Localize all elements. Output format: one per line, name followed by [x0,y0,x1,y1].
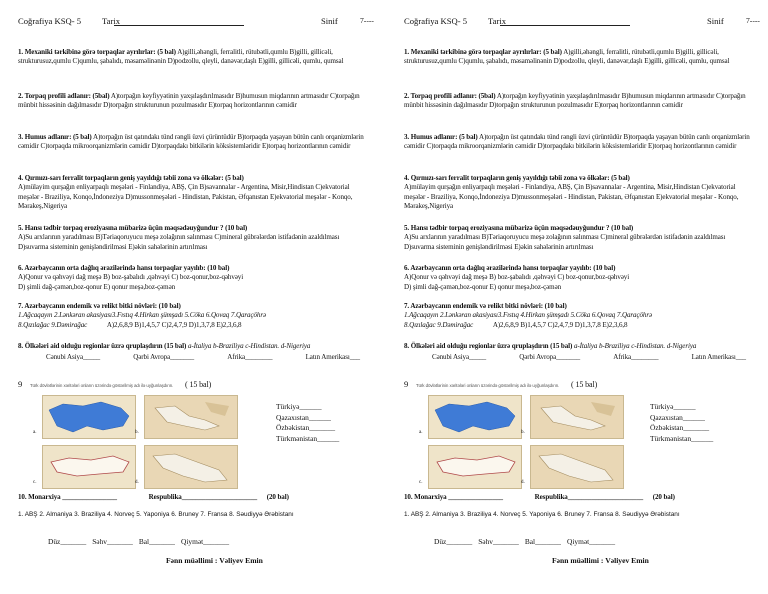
turkmenistan-map-icon [145,446,237,488]
question-9-header [18,380,370,390]
country-turkey: Türkiyə______ [650,402,696,411]
question-7-options: A)2,6,8,9 B)1,4,5,7 C)2,4,7,9 D)1,3,7,8 E)2,3,6,8 [106,320,242,329]
question-9-points: ( 15 bal) [184,380,212,389]
worksheet-left [6,0,378,594]
question-6-title: 6. Azərbaycanın orta dağlıq ərazilərində hansı torpaqlar yayılıb: (10 bal) [404,264,616,272]
class-label: Sinif [707,16,724,26]
map-letter-label: d. [135,480,139,485]
map-c [419,445,522,489]
question-8-countries: a-İtaliya b-Braziliya c-Hindistan. d-Nigeriya [187,342,311,350]
date-label: Tarix [488,16,507,26]
map-b [135,395,238,439]
question-8-title: 8. Ölkələri aid olduğu regionlar üzrə qruplaşdırın (15 bal) [404,342,573,350]
map-letter-label: b. [521,430,525,435]
country-uzbekistan: Özbəkistan_______ [276,423,336,433]
question-9-header [404,380,756,390]
question-8-regions [404,353,756,362]
question-10 [404,493,756,502]
question-8 [18,342,370,363]
question-6-title: 6. Azərbaycanın orta dağlıq ərazilərində hansı torpaqlar yayılıb: (10 bal) [18,264,230,272]
grade: Qiymət_______ [566,537,616,546]
map-row-top [419,395,624,439]
question-8-countries: a-İtaliya b-Braziliya c-Hindistan. d-Nigeriya [573,342,697,350]
question-1-options: A)gilli,əhəngli, ferralitli, rütubətli,qumlu B)gilli, gillicəli, strukturusuz,qumlu C)qumlu, şabalıdı, məsaməlinənin D)podzollu, qleyli, danəvər,daşlı E)gilli, gillicəli, qumlu, qumsal [404,48,730,66]
question-7 [18,302,370,330]
score-footer [48,537,229,546]
question-9-country-list [650,402,713,444]
question-4-options: A)mülayim qurşağın enliyarpaqlı meşələri - Finlandiya, ABŞ, Çin B)savannalar - Argentina, Misir,Hindistan C)ekvatorial meşələr - Braziliya, Konqo,İndoneziya D)mussonmeşələri - Hindistan, Pakistan, Əfqanıstan E)ekvatorial meşələr - Konqo, Mərakeş,Nigeriya [18,183,353,211]
map-letter-label: c. [33,480,37,485]
question-7-list-2: 8.Qızılağac 9.Dəmirağac [18,320,88,329]
question-9-points: ( 15 bal) [570,380,598,389]
question-8-regions [18,353,370,362]
question-3 [18,133,370,152]
country-turkmenistan: Türkmənistan______ [650,433,714,443]
question-5-options: A)Su arxlarının yaradılması B)Təriaqoruyucu meşə zolağının salınması C)mineral gübrələrdən istifadənin azaldılması D)suvarma sisteminin genişləndirilməsi E)əkin sahələrinin artırılması [404,233,726,251]
question-6 [404,264,756,292]
question-6-line2: D) şimli dağ-çəmən,boz-qonur E) qonur meşə,boz-çəmən [18,282,176,291]
region-latin-america: Latın Amerikası___ [305,353,360,362]
region-west-europe: Qərbi Avropa_______ [519,353,581,362]
correct-count: Düz_______ [434,537,473,546]
question-3-title: 3. Humus adlanır: (5 bal) [18,133,92,141]
question-7-title: 7. Azərbaycanın endemik və relikt bitki növləri: (10 bal) [18,302,181,310]
teacher-signature: Fənn müəllimi : Vəliyev Emin [552,556,649,565]
country-kazakhstan: Qazaxıstan______ [650,412,706,422]
country-uzbekistan: Özbəkistan_______ [650,423,710,433]
map-row-bottom [33,445,238,489]
class-value: 7---- [746,16,760,25]
region-africa: Afrika________ [613,353,659,362]
question-3 [404,133,756,152]
question-10-country-list: 1. ABŞ 2. Almaniya 3. Braziliya 4. Norveç 5. Yaponiya 6. Bruney 7. Fransa 8. Səudiyyə Ərəbistanı [404,511,680,518]
map-d [135,445,238,489]
question-10-republic: Respublika______________________ [534,493,644,501]
region-south-asia: Cənubi Asiya_____ [432,353,487,362]
score-points: Bal_______ [138,537,175,546]
question-7 [404,302,756,330]
question-10-points: (20 bal) [652,493,675,501]
question-1 [18,48,370,67]
question-6-line1: A)Qonur və qəhvəyi dağ meşə B) boz-şabalıdı ,qəhvəyi C) boz-qonur,boz-qəhvəyi [18,273,244,282]
question-7-list-2: 8.Qızılağac 9.Dəmirağac [404,320,474,329]
question-3-options: A)torpağın üst qatındakı tünd rəngli üzvi çürüntüdür B)torpaqda yaşayan bütün canlı orqanizmlərin cəmidir C)torpaqda mikroorqanizmlərin cəmidir D)torpaqdakı bitkilərin köksistemləridir E)torpaq horizontlarının cəmidir [18,133,364,151]
map-letter-label: c. [419,480,423,485]
question-1-title: 1. Mexaniki tərkibinə görə torpaqlar ayrılırlar: (5 bal) [404,48,562,56]
question-9-number: 9 [404,379,409,389]
question-5-title: 5. Hansı tədbir torpaq eroziyasına mübarizə üçün məqsədəuyğundur ? (10 bal) [404,224,634,232]
date-label: Tarix [102,16,121,26]
question-4-title: 4. Qırmızı-sarı ferralit torpaqların geniş yayıldığı təbii zona və ölkələr: (5 bal) [404,174,630,182]
question-2-options: A)torpağın keyfiyyətinin yaxşılaşdırılmasıdır B)humusun miqdarının artmasıdır C)torpağın münbit hissəsinin dağılmasıdır D)torpağın strukturunun pozulmasıdır E)torpaq horizontlarının cəmidir [18,92,360,110]
question-6 [18,264,370,292]
correct-count: Düz_______ [48,537,87,546]
question-1-options: A)gilli,əhəngli, ferralitli, rütubətli,qumlu B)gilli, gillicəli, strukturusuz,qumlu C)qumlu, şabalıdı, məsaməlinənin D)podzollu, qleyli, danəvər,daşlı E)gilli, gillicəli, qumlu, qumsal [18,48,344,66]
question-2 [18,92,370,111]
question-7-title: 7. Azərbaycanın endemik və relikt bitki növləri: (10 bal) [404,302,567,310]
kazakhstan-map-icon [429,396,521,438]
country-kazakhstan: Qazaxıstan______ [276,412,332,422]
turkey-map-icon [429,446,521,488]
teacher-signature: Fənn müəllimi : Vəliyev Emin [166,556,263,565]
map-row-bottom [419,445,624,489]
question-10-monarchy: 10. Monarxiya ________________ [404,493,503,501]
question-3-options: A)torpağın üst qatındakı tünd rəngli üzvi çürüntüdür B)torpaqda yaşayan bütün canlı orqanizmlərin cəmidir C)torpaqda mikroorqanizmlərin cəmidir D)torpaqdakı bitkilərin köksistemləridir E)torpaq horizontlarının cəmidir [404,133,750,151]
date-blank [114,25,244,26]
worksheet-right [392,0,764,594]
question-4-title: 4. Qırmızı-sarı ferralit torpaqların geniş yayıldığı təbii zona və ölkələr: (5 bal) [18,174,244,182]
question-2-title: 2. Torpaq profili adlanır: (5bal) [18,92,110,100]
question-7-list: 1.Ağcaqayın 2.Lənkəran akasiyası3.Fıstıq 4.Hirkan şümşadı 5.Cöka 6.Qovaq 7.Qaraçöhrə [404,311,652,320]
question-3-title: 3. Humus adlanır: (5 bal) [404,133,478,141]
map-a [33,395,136,439]
question-10-points: (20 bal) [266,493,289,501]
question-5 [404,224,756,252]
country-turkmenistan: Türkmənistan______ [276,433,340,443]
question-2-options: A)torpağın keyfiyyətinin yaxşılaşdırılmasıdır B)humusun miqdarının artmasıdır C)torpağın münbit hissəsinin dağılmasıdır D)torpağın strukturunun pozulmasıdır E)torpaq horizontlarının cəmidir [404,92,746,110]
turkey-map-icon [43,446,135,488]
question-4-options: A)mülayim qurşağın enliyarpaqlı meşələri - Finlandiya, ABŞ, Çin B)savannalar - Argentina, Misir,Hindistan C)ekvatorial meşələr - Braziliya, Konqo,İndoneziya D)mussonmeşələri - Hindistan, Pakistan, Əfqanıstan E)ekvatorial meşələr - Konqo, Mərakeş,Nigeriya [404,183,739,211]
question-9-caption: Türk dövlətlərinin xəritələri onların üzərində göstərilmiş adı ilə uyğunlaşdırın. [415,383,560,388]
region-south-asia: Cənubi Asiya_____ [46,353,101,362]
region-west-europe: Qərbi Avropa_______ [133,353,195,362]
question-6-line1: A)Qonur və qəhvəyi dağ meşə B) boz-şabalıdı ,qəhvəyi C) boz-qonur,boz-qəhvəyi [404,273,630,282]
question-5 [18,224,370,252]
uzbekistan-map-icon [145,396,237,438]
question-4 [18,174,370,212]
question-8 [404,342,756,363]
question-10 [18,493,370,502]
map-a [419,395,522,439]
question-1 [404,48,756,67]
score-footer [434,537,615,546]
date-blank [500,25,630,26]
question-9-number: 9 [18,379,23,389]
map-b [521,395,624,439]
map-letter-label: b. [135,430,139,435]
question-5-options: A)Su arxlarının yaradılması B)Təriaqoruyucu meşə zolağının salınması C)mineral gübrələrdən istifadənin azaldılması D)suvarma sisteminin genişləndirilməsi E)əkin sahələrinin artırılması [18,233,340,251]
worksheet-title: Coğrafiya KSQ- 5 [18,16,82,26]
question-6-line2: D) şimli dağ-çəmən,boz-qonur E) qonur meşə,boz-çəmən [404,282,562,291]
class-label: Sinif [321,16,338,26]
question-5-title: 5. Hansı tədbir torpaq eroziyasına mübarizə üçün məqsədəuyğundur ? (10 bal) [18,224,248,232]
question-7-options: A)2,6,8,9 B)1,4,5,7 C)2,4,7,9 D)1,3,7,8 E)2,3,6,8 [492,320,628,329]
question-10-country-list: 1. ABŞ 2. Almaniya 3. Braziliya 4. Norveç 5. Yaponiya 6. Bruney 7. Fransa 8. Səudiyyə Ərəbistanı [18,511,294,518]
map-letter-label: a. [419,430,423,435]
question-2 [404,92,756,111]
region-africa: Afrika________ [227,353,273,362]
wrong-count: Səhv_______ [478,537,519,546]
question-9-caption: Türk dövlətlərinin xəritələri onların üzərində göstərilmiş adı ilə uyğunlaşdırın. [29,383,174,388]
map-c [33,445,136,489]
country-turkey: Türkiyə______ [276,402,322,411]
question-9-country-list [276,402,339,444]
question-2-title: 2. Torpaq profili adlanır: (5bal) [404,92,496,100]
map-letter-label: a. [33,430,37,435]
question-4 [404,174,756,212]
map-letter-label: d. [521,480,525,485]
question-10-monarchy: 10. Monarxiya ________________ [18,493,117,501]
score-points: Bal_______ [524,537,561,546]
wrong-count: Səhv_______ [92,537,133,546]
uzbekistan-map-icon [531,396,623,438]
map-row-top [33,395,238,439]
kazakhstan-map-icon [43,396,135,438]
grade: Qiymət_______ [180,537,230,546]
question-1-title: 1. Mexaniki tərkibinə görə torpaqlar ayrılırlar: (5 bal) [18,48,176,56]
question-8-title: 8. Ölkələri aid olduğu regionlar üzrə qruplaşdırın (15 bal) [18,342,187,350]
turkmenistan-map-icon [531,446,623,488]
class-value: 7---- [360,16,374,25]
region-latin-america: Latın Amerikası___ [691,353,746,362]
question-10-republic: Respublika______________________ [148,493,258,501]
map-d [521,445,624,489]
worksheet-title: Coğrafiya KSQ- 5 [404,16,468,26]
question-7-list: 1.Ağcaqayın 2.Lənkəran akasiyası3.Fıstıq 4.Hirkan şümşadı 5.Cöka 6.Qovaq 7.Qaraçöhrə [18,311,266,320]
